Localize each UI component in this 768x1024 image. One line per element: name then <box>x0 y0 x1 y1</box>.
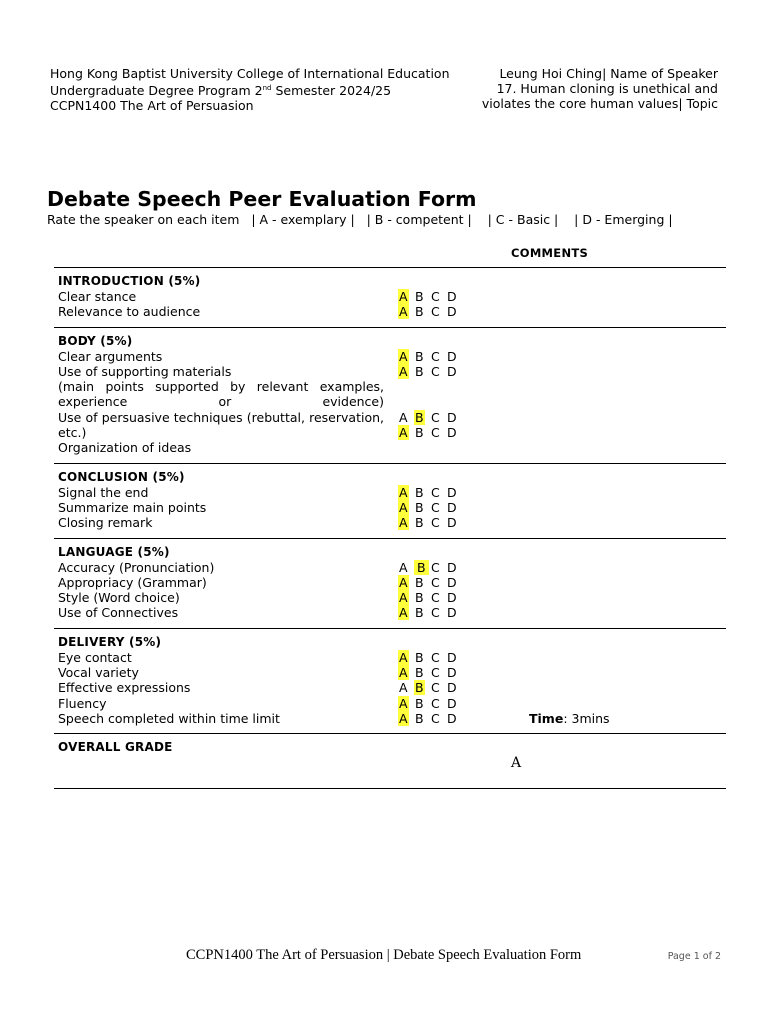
grade-b[interactable]: B <box>415 425 424 441</box>
grade-options <box>384 304 518 319</box>
grade-b[interactable]: B <box>415 665 424 681</box>
grade-b[interactable]: B <box>414 560 430 575</box>
criterion-row <box>54 364 726 379</box>
grade-options-empty <box>384 440 518 455</box>
grade-a[interactable]: A <box>399 499 408 515</box>
grade-a[interactable]: A <box>399 710 408 726</box>
criterion-row <box>54 560 726 575</box>
grade-d[interactable]: D <box>447 559 457 575</box>
criterion-row <box>54 485 726 500</box>
grade-options <box>384 590 518 605</box>
comment-cell[interactable] <box>518 605 726 620</box>
criterion-row <box>54 665 726 680</box>
criterion-row <box>54 440 726 455</box>
criterion-row <box>54 575 726 590</box>
criterion-label: Relevance to audience <box>58 304 201 320</box>
institution-header <box>50 66 450 113</box>
criterion-row <box>54 696 726 711</box>
grade-options <box>384 696 518 711</box>
criterion-label: Signal the end <box>58 484 149 500</box>
time-comment[interactable] <box>518 711 726 726</box>
grade-a[interactable]: A <box>399 289 408 304</box>
criterion-label: Accuracy (Pronunciation) <box>58 559 215 575</box>
grade-c[interactable]: C <box>431 665 440 681</box>
grade-b[interactable]: B <box>415 409 424 425</box>
criterion-label: Eye contact <box>58 649 132 665</box>
criterion-label: Closing remark <box>58 515 153 531</box>
grade-options <box>384 500 518 515</box>
grade-b[interactable]: B <box>415 574 424 590</box>
grade-options <box>384 349 518 364</box>
criterion-label: Effective expressions <box>58 680 191 696</box>
grade-c[interactable]: C <box>431 590 440 606</box>
grade-b[interactable]: B <box>415 348 424 364</box>
grade-a[interactable]: A <box>399 304 408 320</box>
grade-a[interactable]: A <box>399 605 408 621</box>
criterion-label: Use of Connectives <box>58 605 179 621</box>
section-delivery <box>54 628 726 733</box>
grade-d[interactable]: D <box>447 348 457 364</box>
criterion-row <box>54 410 726 441</box>
grade-a[interactable]: A <box>399 484 408 500</box>
grade-c[interactable]: C <box>431 289 440 304</box>
grade-b[interactable]: B <box>415 363 424 379</box>
grade-b[interactable]: B <box>415 499 424 515</box>
institution-name: Hong Kong Baptist University College of International Education <box>50 66 450 81</box>
program-text: Undergraduate Degree Program 2 <box>50 83 263 98</box>
grade-c[interactable]: C <box>431 409 440 425</box>
overall-grade-value[interactable]: A <box>511 755 522 772</box>
grade-b[interactable]: B <box>415 605 424 621</box>
footer-text: CCPN1400 The Art of Persuasion | Debate Speech Evaluation Form <box>186 947 582 963</box>
grade-c[interactable]: C <box>431 515 440 531</box>
course-name: CCPN1400 The Art of Persuasion <box>50 98 254 113</box>
criterion-label: Style (Word choice) <box>58 590 180 606</box>
criterion-label: Summarize main points <box>58 499 207 515</box>
criterion-row <box>54 289 726 304</box>
comment-cell[interactable] <box>518 289 726 304</box>
criterion-row <box>54 304 726 319</box>
criterion-row <box>54 711 726 726</box>
grade-options <box>384 665 518 680</box>
grade-c[interactable]: C <box>431 363 440 379</box>
criterion-row <box>54 500 726 515</box>
comment-cell[interactable] <box>518 575 726 590</box>
grade-d[interactable]: D <box>447 574 457 590</box>
comment-cell[interactable] <box>518 560 726 575</box>
grade-options <box>384 364 518 379</box>
grade-line <box>398 425 462 440</box>
grade-c[interactable]: C <box>431 574 440 590</box>
comment-cell[interactable] <box>518 440 726 455</box>
ordinal-suffix: nd <box>262 84 272 92</box>
grade-a[interactable]: A <box>399 348 408 364</box>
section-introduction <box>54 267 726 327</box>
criterion-row <box>54 650 726 665</box>
grade-d[interactable]: D <box>447 304 457 320</box>
comment-cell[interactable] <box>518 665 726 680</box>
section-body <box>54 327 726 463</box>
evaluation-table <box>54 267 726 789</box>
criterion-note: (main points supported by relevant examples, experience or evidence) <box>58 379 384 410</box>
criterion-label: Organization of ideas <box>58 440 192 456</box>
form-title: Debate Speech Peer Evaluation Form <box>47 187 477 211</box>
grade-options-empty <box>384 379 518 410</box>
comment-cell[interactable] <box>518 590 726 605</box>
program-line <box>50 81 450 98</box>
grade-c[interactable]: C <box>431 649 440 665</box>
grade-options <box>384 605 518 620</box>
grade-c[interactable]: C <box>431 605 440 621</box>
grade-a[interactable]: A <box>399 665 408 681</box>
comment-cell[interactable] <box>518 349 726 364</box>
criterion-label: Speech completed within time limit <box>58 710 280 726</box>
section-heading: CONCLUSION (5%) <box>58 469 185 484</box>
grade-options <box>384 410 518 441</box>
grade-d[interactable]: D <box>447 605 457 621</box>
section-heading: LANGUAGE (5%) <box>58 544 170 559</box>
section-heading: BODY (5%) <box>58 333 133 348</box>
page-number: Page 1 of 2 <box>667 951 721 962</box>
section-overall-grade <box>54 733 726 789</box>
criterion-label: Clear stance <box>58 289 137 304</box>
comment-cell[interactable] <box>518 680 726 695</box>
grade-d[interactable]: D <box>447 289 457 304</box>
criterion-row <box>54 349 726 364</box>
grade-d[interactable]: D <box>447 363 457 379</box>
grade-c[interactable]: C <box>431 348 440 364</box>
criterion-label: Use of supporting materials <box>58 363 232 379</box>
grade-options <box>384 680 518 695</box>
grade-a[interactable]: A <box>399 363 408 379</box>
grade-c[interactable]: C <box>431 499 440 515</box>
grade-options <box>384 711 518 726</box>
grade-d[interactable]: D <box>447 409 457 425</box>
grade-b[interactable]: B <box>415 484 424 500</box>
grade-a[interactable]: A <box>399 425 408 441</box>
grade-b[interactable]: B <box>415 710 424 726</box>
criterion-row <box>54 590 726 605</box>
time-label: Time <box>529 710 564 726</box>
grade-a[interactable]: A <box>399 559 408 575</box>
grade-b[interactable]: B <box>415 515 424 531</box>
grade-a[interactable]: A <box>399 515 408 531</box>
grade-c[interactable]: C <box>431 425 440 441</box>
criterion-label: Use of persuasive techniques (rebuttal, reservation, etc.) <box>58 409 384 441</box>
grade-options <box>384 515 518 530</box>
grade-options <box>384 575 518 590</box>
section-heading: DELIVERY (5%) <box>58 634 162 649</box>
speaker-name: Leung Hoi Ching| Name of Speaker <box>499 66 718 81</box>
section-language <box>54 538 726 628</box>
grade-c[interactable]: C <box>431 484 440 500</box>
grade-options <box>384 485 518 500</box>
comment-cell[interactable] <box>518 515 726 530</box>
rating-scale-line: Rate the speaker on each item | A - exemplary | | B - competent | | C - Basic | | D - Emerging | <box>47 212 673 227</box>
criterion-label: Fluency <box>58 695 107 711</box>
grade-d[interactable]: D <box>447 680 457 696</box>
section-conclusion <box>54 463 726 538</box>
criterion-label: Vocal variety <box>58 665 139 681</box>
grade-c[interactable]: C <box>431 304 440 320</box>
grade-d[interactable]: D <box>447 515 457 531</box>
grade-c[interactable]: C <box>431 710 440 726</box>
comment-cell[interactable] <box>518 696 726 711</box>
grade-a[interactable]: A <box>399 695 408 711</box>
grade-options <box>384 560 518 575</box>
comment-cell[interactable] <box>518 410 726 441</box>
debate-topic: 17. Human cloning is unethical and violates the core human values| Topic <box>481 81 718 111</box>
criterion-label: Clear arguments <box>58 348 163 364</box>
grade-options <box>384 650 518 665</box>
semester-text: Semester 2024/25 <box>271 83 392 98</box>
comment-cell[interactable] <box>518 364 726 379</box>
grade-d[interactable]: D <box>447 710 457 726</box>
grade-b[interactable]: B <box>415 304 424 320</box>
grade-a[interactable]: A <box>399 409 408 425</box>
criterion-row <box>54 605 726 620</box>
grade-c[interactable]: C <box>431 695 440 711</box>
criterion-label: Appropriacy (Grammar) <box>58 574 207 590</box>
comment-cell[interactable] <box>518 485 726 500</box>
grade-b[interactable]: B <box>415 680 424 696</box>
grade-d[interactable]: D <box>447 425 457 441</box>
criterion-row <box>54 680 726 695</box>
grade-c[interactable]: C <box>431 559 440 575</box>
section-heading: OVERALL GRADE <box>58 740 173 755</box>
grade-b[interactable]: B <box>415 695 424 711</box>
grade-a[interactable]: A <box>399 590 408 606</box>
grade-b[interactable]: B <box>415 289 424 304</box>
grade-line <box>398 410 462 425</box>
comment-cell[interactable] <box>518 500 726 515</box>
comment-cell[interactable] <box>518 304 726 319</box>
grade-d[interactable]: D <box>447 484 457 500</box>
section-heading: INTRODUCTION (5%) <box>58 274 201 288</box>
grade-d[interactable]: D <box>447 499 457 515</box>
grade-a[interactable]: A <box>399 574 408 590</box>
comment-cell[interactable] <box>518 379 726 410</box>
speaker-header <box>478 66 718 111</box>
comments-column-header: COMMENTS <box>511 246 589 260</box>
grade-d[interactable]: D <box>447 665 457 681</box>
grade-b[interactable]: B <box>415 649 424 665</box>
comment-cell[interactable] <box>518 650 726 665</box>
grade-a[interactable]: A <box>399 649 408 665</box>
criterion-row <box>54 515 726 530</box>
grade-d[interactable]: D <box>447 649 457 665</box>
grade-c[interactable]: C <box>431 680 440 696</box>
grade-options <box>384 289 518 304</box>
grade-a[interactable]: A <box>399 680 408 696</box>
time-value: : 3mins <box>563 710 610 726</box>
criterion-row <box>54 379 726 410</box>
grade-d[interactable]: D <box>447 695 457 711</box>
grade-d[interactable]: D <box>447 590 457 606</box>
grade-b[interactable]: B <box>415 590 424 606</box>
